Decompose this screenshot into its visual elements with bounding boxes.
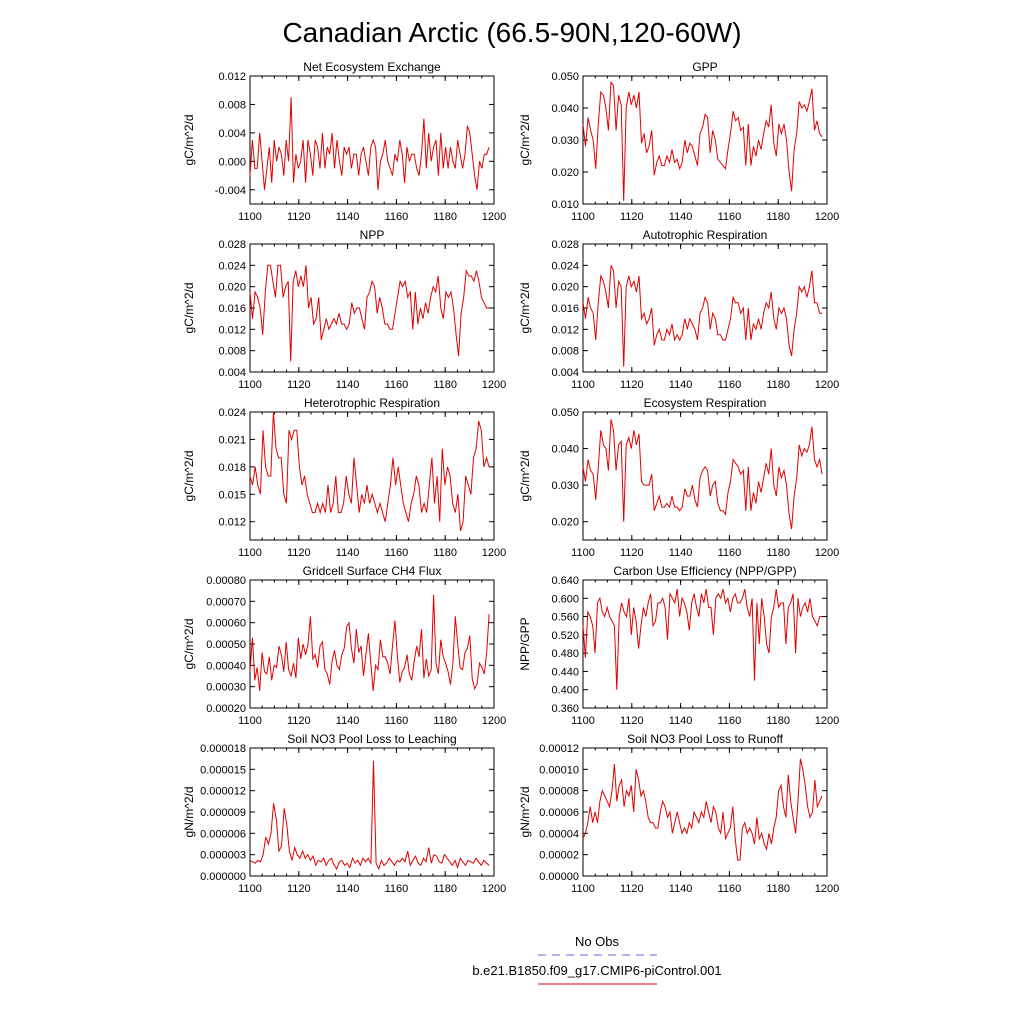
x-tick-label: 1100	[571, 883, 595, 895]
y-tick-label: 0.00004	[539, 828, 579, 841]
y-axis-label: gC/m^2/d	[518, 450, 532, 502]
x-tick-label: 1200	[814, 883, 840, 895]
x-tick-label: 1120	[619, 379, 644, 391]
legend-label-no-obs: No Obs	[574, 934, 620, 949]
y-axis-label: gN/m^2/d	[182, 786, 196, 838]
y-tick-label: 0.004	[551, 367, 579, 379]
x-tick-label: 1140	[668, 883, 693, 895]
y-tick-label: 0.020	[551, 516, 579, 529]
y-tick-label: 0.020	[551, 167, 579, 179]
x-tick-label: 1160	[717, 883, 742, 895]
x-tick-label: 1100	[571, 715, 595, 727]
x-tick-label: 1180	[433, 379, 458, 391]
x-tick-label: 1140	[335, 211, 360, 223]
x-tick-label: 1120	[619, 547, 644, 559]
x-tick-label: 1160	[717, 379, 742, 391]
y-tick-label: 0.00010	[539, 764, 579, 777]
x-tick-label: 1200	[814, 547, 840, 559]
x-tick-label: 1200	[814, 211, 840, 223]
x-tick-label: 1140	[668, 211, 693, 223]
x-tick-label: 1100	[238, 883, 262, 895]
y-tick-label: 0.00080	[206, 575, 246, 587]
x-tick-label: 1120	[286, 211, 311, 223]
x-tick-label: 1200	[814, 379, 840, 391]
x-tick-label: 1180	[433, 547, 458, 559]
x-tick-label: 1180	[766, 547, 791, 559]
y-tick-label: 0.00002	[539, 849, 579, 862]
y-tick-label: 0.00030	[206, 681, 246, 694]
y-tick-label: -0.004	[214, 184, 246, 197]
panel-title: Soil NO3 Pool Loss to Runoff	[627, 732, 783, 746]
x-tick-label: 1100	[571, 211, 595, 223]
x-tick-label: 1140	[668, 379, 693, 391]
y-tick-label: 0.00012	[539, 743, 579, 755]
x-tick-label: 1160	[384, 883, 409, 895]
y-tick-label: 0.012	[218, 324, 246, 337]
x-tick-label: 1140	[335, 883, 360, 895]
y-axis-label: NPP/GPP	[518, 617, 532, 671]
y-axis-label: gC/m^2/d	[518, 282, 532, 334]
figure-title: Canadian Arctic (66.5-90N,120-60W)	[282, 17, 742, 48]
y-tick-label: 0.012	[218, 516, 246, 529]
y-tick-label: 0.520	[551, 629, 579, 642]
y-tick-label: 0.010	[551, 199, 579, 211]
y-tick-label: 0.00070	[206, 596, 246, 609]
x-tick-label: 1160	[717, 211, 742, 223]
x-tick-label: 1100	[571, 547, 595, 559]
x-tick-label: 1180	[766, 715, 791, 727]
y-tick-label: 0.000018	[200, 743, 246, 755]
panel-title: GPP	[692, 60, 718, 74]
x-tick-label: 1140	[335, 715, 360, 727]
y-tick-label: 0.560	[551, 611, 579, 624]
x-tick-label: 1100	[238, 379, 262, 391]
y-tick-label: 0.021	[218, 434, 246, 447]
y-tick-label: 0.480	[551, 648, 579, 661]
panel-title: Gridcell Surface CH4 Flux	[302, 564, 442, 578]
x-tick-label: 1200	[481, 715, 507, 727]
x-tick-label: 1120	[619, 883, 644, 895]
y-tick-label: 0.000012	[200, 785, 246, 798]
x-tick-label: 1120	[286, 379, 311, 391]
panel-title: Autotrophic Respiration	[642, 228, 768, 242]
y-tick-label: 0.008	[218, 345, 246, 358]
y-tick-label: 0.040	[551, 443, 579, 456]
y-axis-label: gC/m^2/d	[518, 114, 532, 166]
y-tick-label: 0.00008	[539, 785, 579, 798]
x-tick-label: 1200	[481, 883, 507, 895]
y-tick-label: 0.000003	[200, 849, 246, 862]
x-tick-label: 1100	[238, 715, 262, 727]
y-tick-label: 0.008	[218, 99, 246, 112]
x-tick-label: 1180	[433, 211, 458, 223]
x-tick-label: 1140	[335, 547, 360, 559]
y-tick-label: 0.012	[551, 324, 579, 337]
x-tick-label: 1100	[238, 211, 262, 223]
panel-title: Ecosystem Respiration	[643, 396, 767, 410]
x-tick-label: 1200	[814, 715, 840, 727]
y-axis-label: gC/m^2/d	[182, 618, 196, 670]
x-tick-label: 1140	[335, 379, 360, 391]
y-tick-label: 0.016	[551, 303, 579, 315]
x-tick-label: 1160	[717, 715, 742, 727]
x-tick-label: 1160	[384, 379, 409, 391]
x-tick-label: 1100	[571, 379, 595, 391]
panel-title: Heterotrophic Respiration	[303, 396, 441, 410]
x-tick-label: 1160	[384, 547, 409, 559]
y-tick-label: 0.004	[218, 367, 246, 379]
y-tick-label: 0.600	[551, 593, 579, 606]
x-tick-label: 1120	[286, 883, 311, 895]
panel-title: NPP	[359, 228, 385, 242]
x-tick-label: 1160	[384, 715, 409, 727]
y-axis-label: gN/m^2/d	[518, 786, 532, 838]
y-tick-label: 0.00000	[539, 871, 579, 883]
x-tick-label: 1120	[619, 715, 644, 727]
y-tick-label: 0.012	[218, 71, 246, 83]
y-tick-label: 0.008	[551, 345, 579, 358]
y-tick-label: 0.000000	[200, 871, 246, 883]
y-tick-label: 0.000	[218, 156, 246, 169]
panel-title: Net Ecosystem Exchange	[303, 60, 441, 74]
x-tick-label: 1160	[717, 547, 742, 559]
panel-title: Soil NO3 Pool Loss to Leaching	[287, 732, 457, 746]
y-tick-label: 0.024	[551, 260, 579, 273]
x-tick-label: 1180	[766, 211, 791, 223]
y-tick-label: 0.400	[551, 684, 579, 697]
y-tick-label: 0.040	[551, 103, 579, 115]
y-tick-label: 0.020	[551, 281, 579, 294]
y-axis-label: gC/m^2/d	[182, 450, 196, 502]
y-tick-label: 0.020	[218, 281, 246, 294]
x-tick-label: 1140	[668, 547, 693, 559]
y-tick-label: 0.00050	[206, 639, 246, 651]
y-tick-label: 0.000015	[200, 764, 246, 777]
y-tick-label: 0.015	[218, 489, 246, 502]
y-tick-label: 0.000006	[200, 828, 246, 841]
y-tick-label: 0.030	[551, 480, 579, 493]
x-tick-label: 1180	[433, 715, 458, 727]
y-tick-label: 0.016	[218, 303, 246, 315]
y-tick-label: 0.050	[551, 71, 579, 83]
y-tick-label: 0.00020	[206, 703, 246, 715]
y-tick-label: 0.024	[218, 260, 246, 273]
legend-label-model: b.e21.B1850.f09_g17.CMIP6-piControl.001	[472, 963, 722, 978]
y-tick-label: 0.028	[551, 239, 579, 251]
x-tick-label: 1200	[481, 211, 507, 223]
y-tick-label: 0.00060	[206, 617, 246, 630]
y-tick-label: 0.030	[551, 135, 579, 147]
panel-title: Carbon Use Efficiency (NPP/GPP)	[613, 564, 797, 578]
y-tick-label: 0.018	[218, 461, 246, 474]
y-tick-label: 0.004	[218, 127, 246, 140]
x-tick-label: 1200	[481, 547, 507, 559]
x-tick-label: 1200	[481, 379, 507, 391]
x-tick-label: 1120	[619, 211, 644, 223]
y-tick-label: 0.640	[551, 575, 579, 587]
y-tick-label: 0.00040	[206, 660, 246, 673]
y-tick-label: 0.028	[218, 239, 246, 251]
y-tick-label: 0.000009	[200, 807, 246, 819]
x-tick-label: 1180	[766, 379, 791, 391]
y-tick-label: 0.050	[551, 407, 579, 419]
x-tick-label: 1180	[766, 883, 791, 895]
y-tick-label: 0.024	[218, 407, 246, 419]
x-tick-label: 1120	[286, 715, 311, 727]
x-tick-label: 1160	[384, 211, 409, 223]
y-axis-label: gC/m^2/d	[182, 282, 196, 334]
y-tick-label: 0.360	[551, 703, 579, 715]
y-tick-label: 0.00006	[539, 807, 579, 819]
x-tick-label: 1140	[668, 715, 693, 727]
y-tick-label: 0.440	[551, 666, 579, 679]
x-tick-label: 1100	[238, 547, 262, 559]
y-axis-label: gC/m^2/d	[182, 114, 196, 166]
x-tick-label: 1120	[286, 547, 311, 559]
x-tick-label: 1180	[433, 883, 458, 895]
